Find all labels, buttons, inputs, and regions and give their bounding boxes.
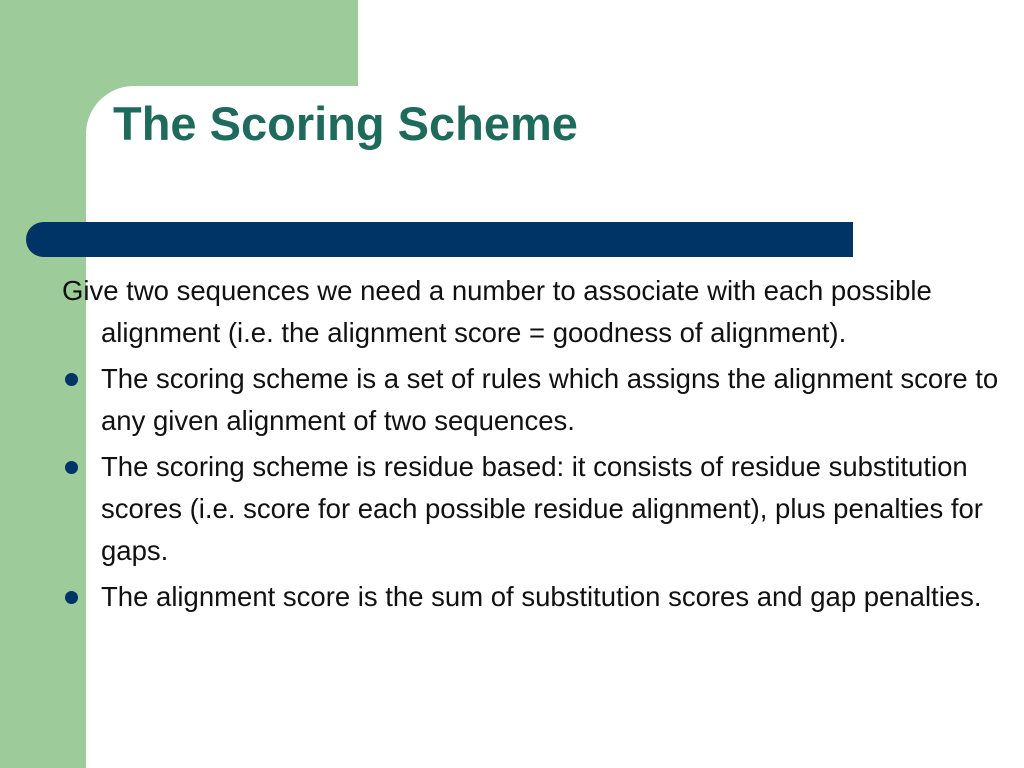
bullet-item [62,576,1012,618]
intro-paragraph: Give two sequences we need a number to associate with each possible alignment (i.e. the alignment score = goodness of alignment). [62,275,932,348]
bullet-item [62,358,1012,442]
bullet-dot-icon [65,373,78,386]
bullet-item [62,446,1012,572]
slide-body [62,270,1012,622]
bullet-text: The scoring scheme is a set of rules which assigns the alignment score to any given alignment of two sequences. [101,363,999,436]
bullet-text: The alignment score is the sum of substitution scores and gap penalties. [101,581,982,612]
slide-title: The Scoring Scheme [113,97,578,150]
bullet-dot-icon [65,461,78,474]
title-rule-bar [26,222,853,257]
bullet-dot-icon [65,591,78,604]
bullet-text: The scoring scheme is residue based: it consists of residue substitution scores (i.e. score for each possible residue alignment), plus penalties for gaps. [101,451,983,566]
